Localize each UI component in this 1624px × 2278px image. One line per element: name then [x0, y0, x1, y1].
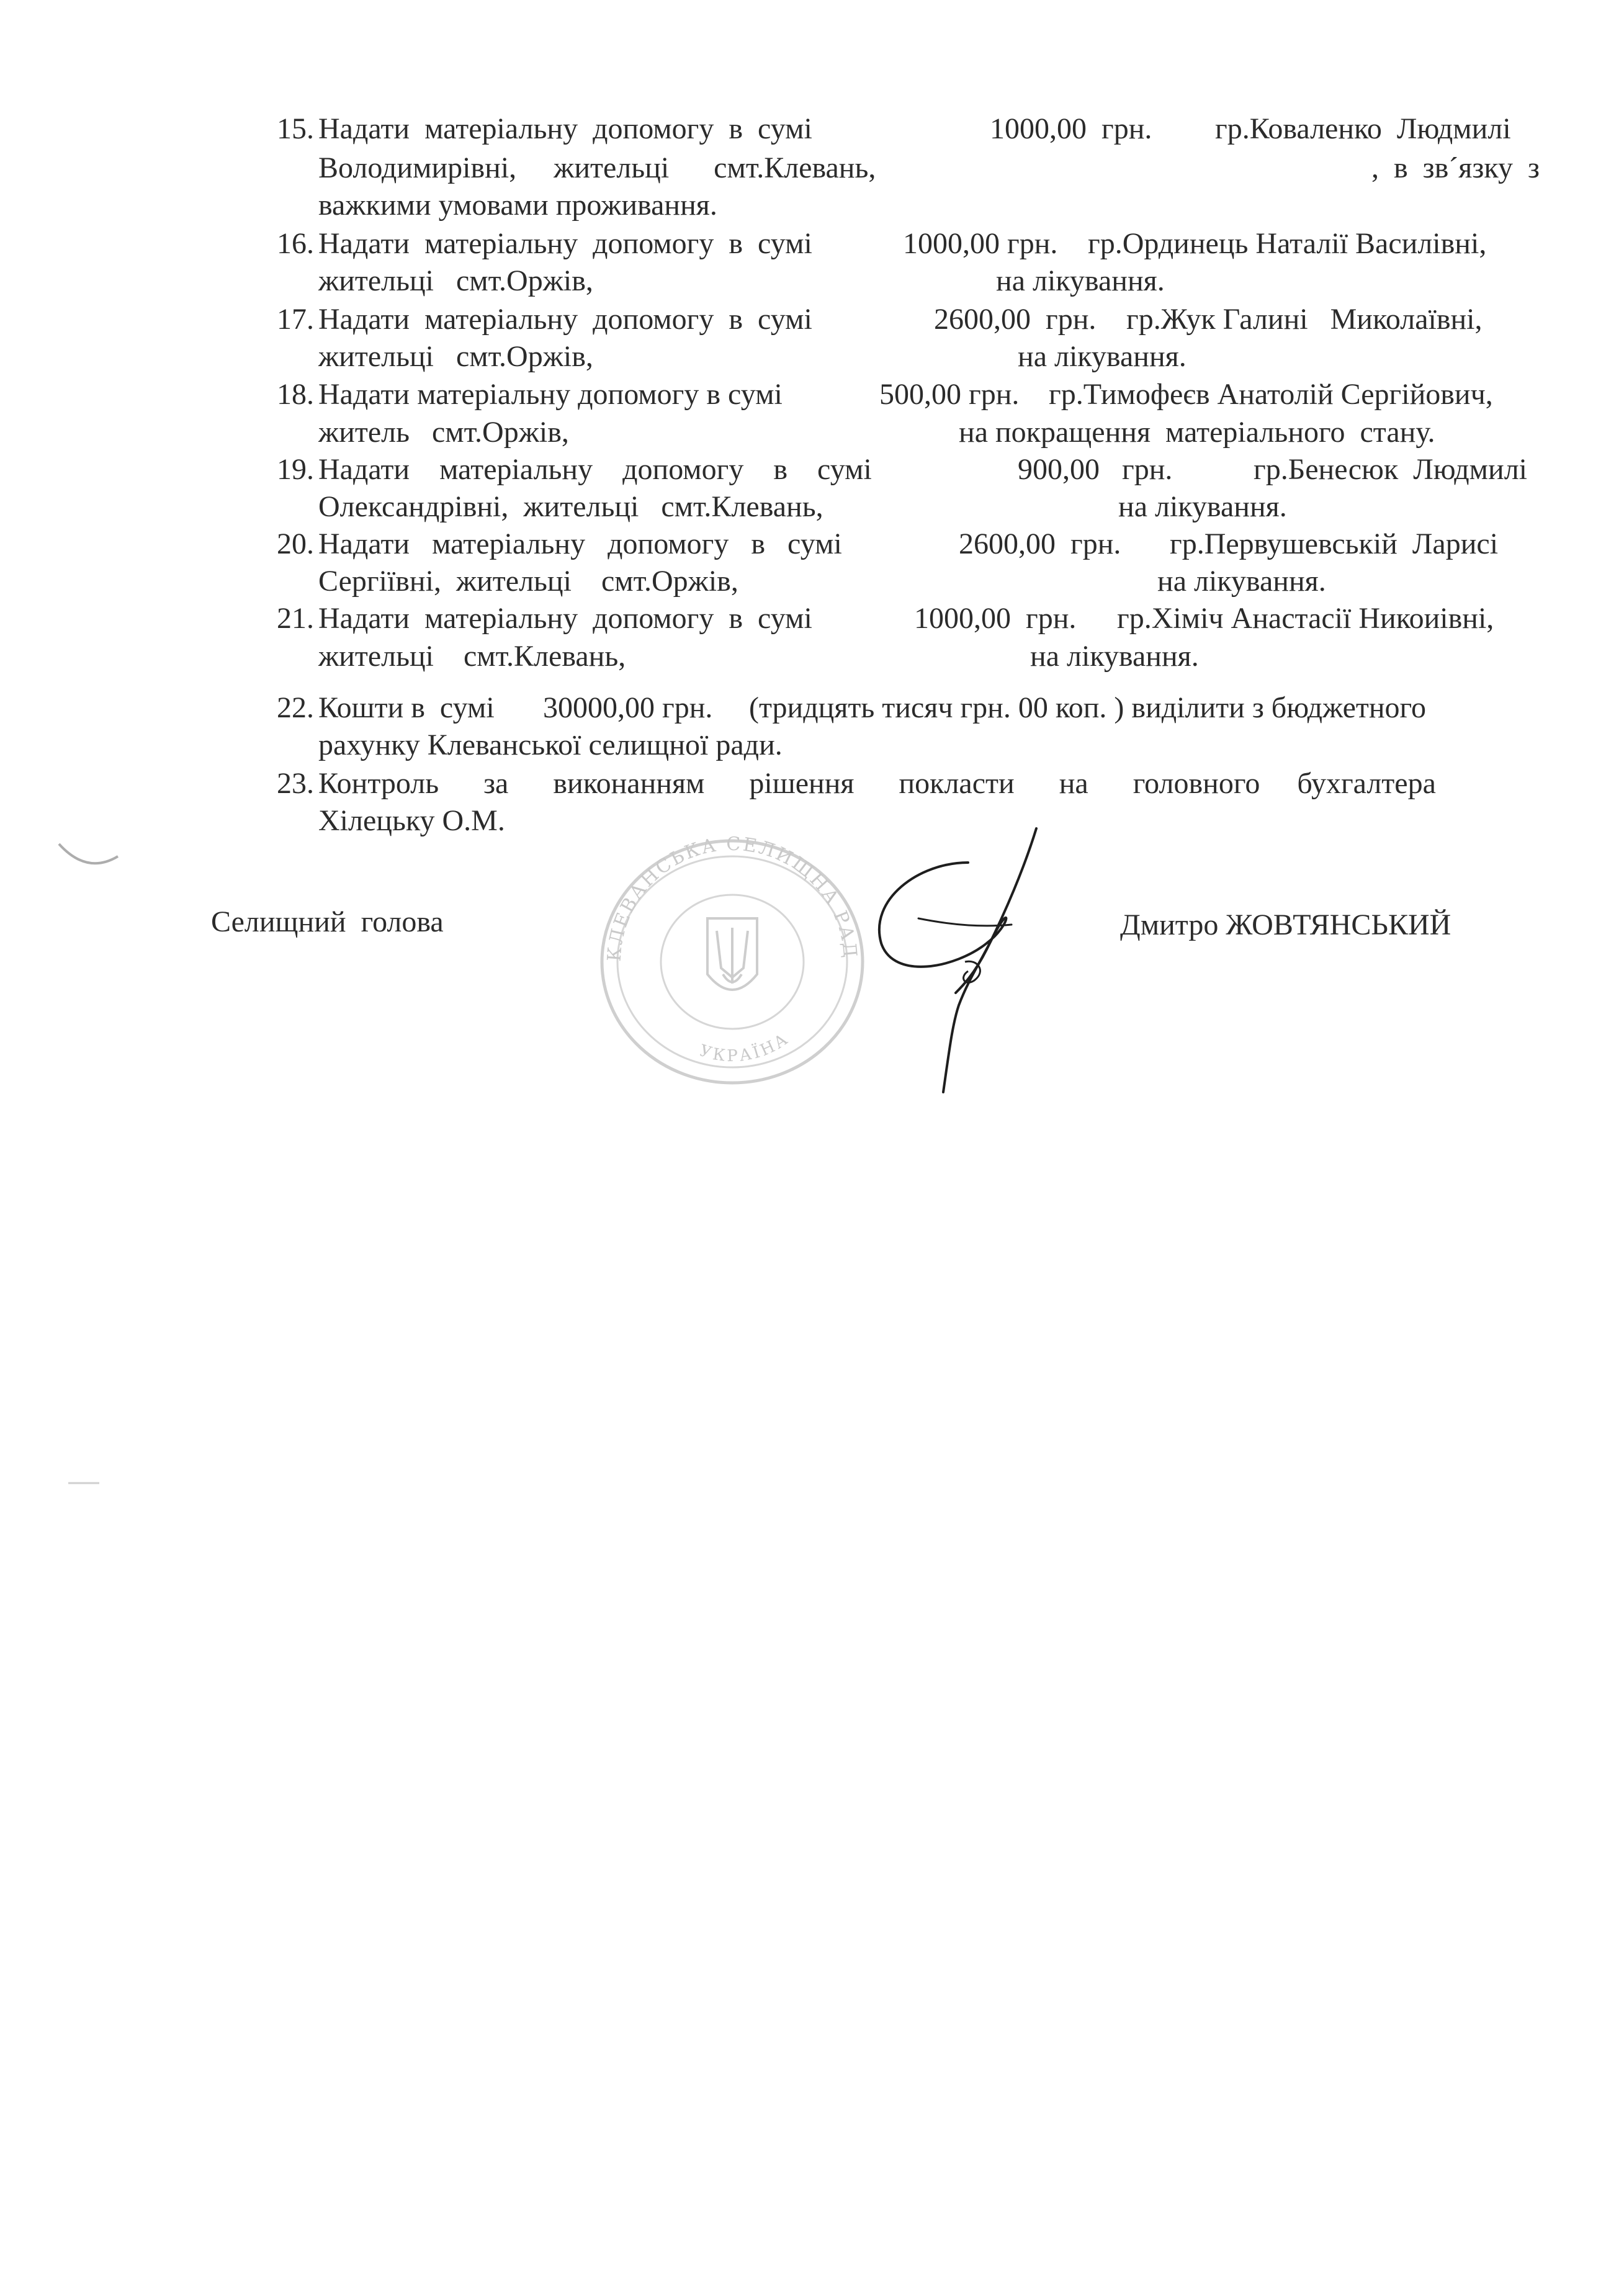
item-amount: 900,00 грн. — [1018, 453, 1173, 486]
item-15-line-1 — [0, 110, 1624, 148]
handwritten-signature — [825, 819, 1086, 1129]
item-23-line-1 — [0, 765, 1624, 803]
item-text-right: на покращення матеріального стану. — [959, 416, 1435, 449]
item-text-right: (тридцять тисяч грн. 00 коп. ) виділити з бюджетного — [749, 691, 1427, 724]
item-text-right: на лікування. — [1018, 340, 1187, 373]
item-text: жительці смт.Клевань, — [318, 640, 626, 673]
signatory-position: Селищний голова — [211, 905, 444, 938]
item-amount: 1000,00 грн. — [903, 227, 1058, 260]
item-number: 22. — [277, 691, 314, 724]
item-22-line-2 — [0, 726, 1624, 765]
item-text: жительці смт.Оржів, — [318, 340, 593, 373]
item-21-line-1 — [0, 599, 1624, 638]
item-21-line-2 — [0, 637, 1624, 676]
item-text: важкими умовами проживання. — [318, 189, 717, 222]
stamp-outer-text: КЛЕВАНСЬКА СЕЛИЩНА РАДА — [575, 802, 861, 962]
item-amount: 1000,00 грн. — [914, 602, 1077, 635]
item-amount: 30000,00 грн. — [543, 691, 713, 724]
item-22-line-1 — [0, 689, 1624, 727]
item-text: Надати матеріальну допомогу в сумі — [318, 378, 783, 411]
item-text: жительці смт.Оржів, — [318, 264, 593, 297]
item-17-line-1 — [0, 300, 1624, 339]
item-number: 18. — [277, 378, 314, 411]
item-text: Надати матеріальну допомогу в сумі — [318, 112, 812, 145]
item-number: 20. — [277, 527, 314, 560]
scan-mark — [50, 832, 124, 881]
scan-mark — [65, 1477, 102, 1489]
item-recipient: гр.Тимофеєв Анатолій Сергійович, — [1049, 378, 1493, 411]
item-15-line-2 — [0, 149, 1624, 187]
item-text: Сергіївні, жительці смт.Оржів, — [318, 565, 738, 598]
item-text-right: , в зв´язку з — [1371, 151, 1540, 184]
item-text-right: на лікування. — [996, 264, 1165, 297]
stamp-bottom-text: УКРАЇНА — [697, 1029, 793, 1066]
item-18-line-1 — [0, 375, 1624, 414]
item-18-line-2 — [0, 413, 1624, 452]
item-number: 19. — [277, 453, 314, 486]
item-16-line-2 — [0, 262, 1624, 300]
item-text-right: на лікування. — [1118, 490, 1287, 523]
item-number: 15. — [277, 112, 314, 145]
item-recipient: гр.Жук Галині Миколаївні, — [1126, 303, 1483, 336]
item-20-line-1 — [0, 525, 1624, 563]
item-number: 17. — [277, 303, 314, 336]
item-number: 23. — [277, 767, 314, 800]
item-15-line-3 — [0, 186, 1624, 225]
item-recipient: гр.Первушевській Ларисі — [1170, 527, 1499, 560]
item-16-line-1 — [0, 225, 1624, 263]
item-text: Володимирівні, жительці смт.Клевань, — [318, 151, 876, 184]
item-text: житель смт.Оржів, — [318, 416, 569, 449]
item-recipient: гр.Коваленко Людмилі — [1215, 112, 1511, 145]
item-amount: 500,00 грн. — [879, 378, 1020, 411]
item-text: Надати матеріальну допомогу в сумі — [318, 602, 812, 635]
item-text: Кошти в сумі — [318, 691, 495, 724]
item-19-line-1 — [0, 451, 1624, 489]
item-number: 21. — [277, 602, 314, 635]
item-text: Надати матеріальну допомогу в сумі — [318, 227, 812, 260]
item-20-line-2 — [0, 562, 1624, 601]
item-17-line-2 — [0, 338, 1624, 376]
svg-text:УКРАЇНА — [697, 1029, 793, 1065]
item-amount: 2600,00 грн. — [959, 527, 1121, 560]
item-amount: 1000,00 грн. — [990, 112, 1152, 145]
item-recipient: гр.Хіміч Анастасії Никоиівні, — [1117, 602, 1494, 635]
item-text: Контроль за виконанням рішення покласти на головного бухгалтера — [318, 767, 1436, 800]
item-text: Надати матеріальну допомогу в сумі — [318, 303, 812, 336]
item-text-right: на лікування. — [1157, 565, 1326, 598]
item-number: 16. — [277, 227, 314, 260]
item-text: Надати матеріальну допомогу в сумі — [318, 527, 842, 560]
item-recipient: гр.Ординець Наталії Василівні, — [1088, 227, 1487, 260]
item-amount: 2600,00 грн. — [934, 303, 1097, 336]
item-recipient: гр.Бенесюк Людмилі — [1254, 453, 1527, 486]
signatory-name: Дмитро ЖОВТЯНСЬКИЙ — [1120, 908, 1451, 941]
item-text-right: на лікування. — [1030, 640, 1199, 673]
coat-of-arms-icon — [707, 918, 757, 990]
item-text: Олександрівні, жительці смт.Клевань, — [318, 490, 823, 523]
item-19-line-2 — [0, 488, 1624, 526]
item-text: рахунку Клеванської селищної ради. — [318, 729, 783, 761]
item-text: Надати матеріальну допомогу в сумі — [318, 453, 872, 486]
item-text: Хілецьку О.М. — [318, 804, 505, 837]
